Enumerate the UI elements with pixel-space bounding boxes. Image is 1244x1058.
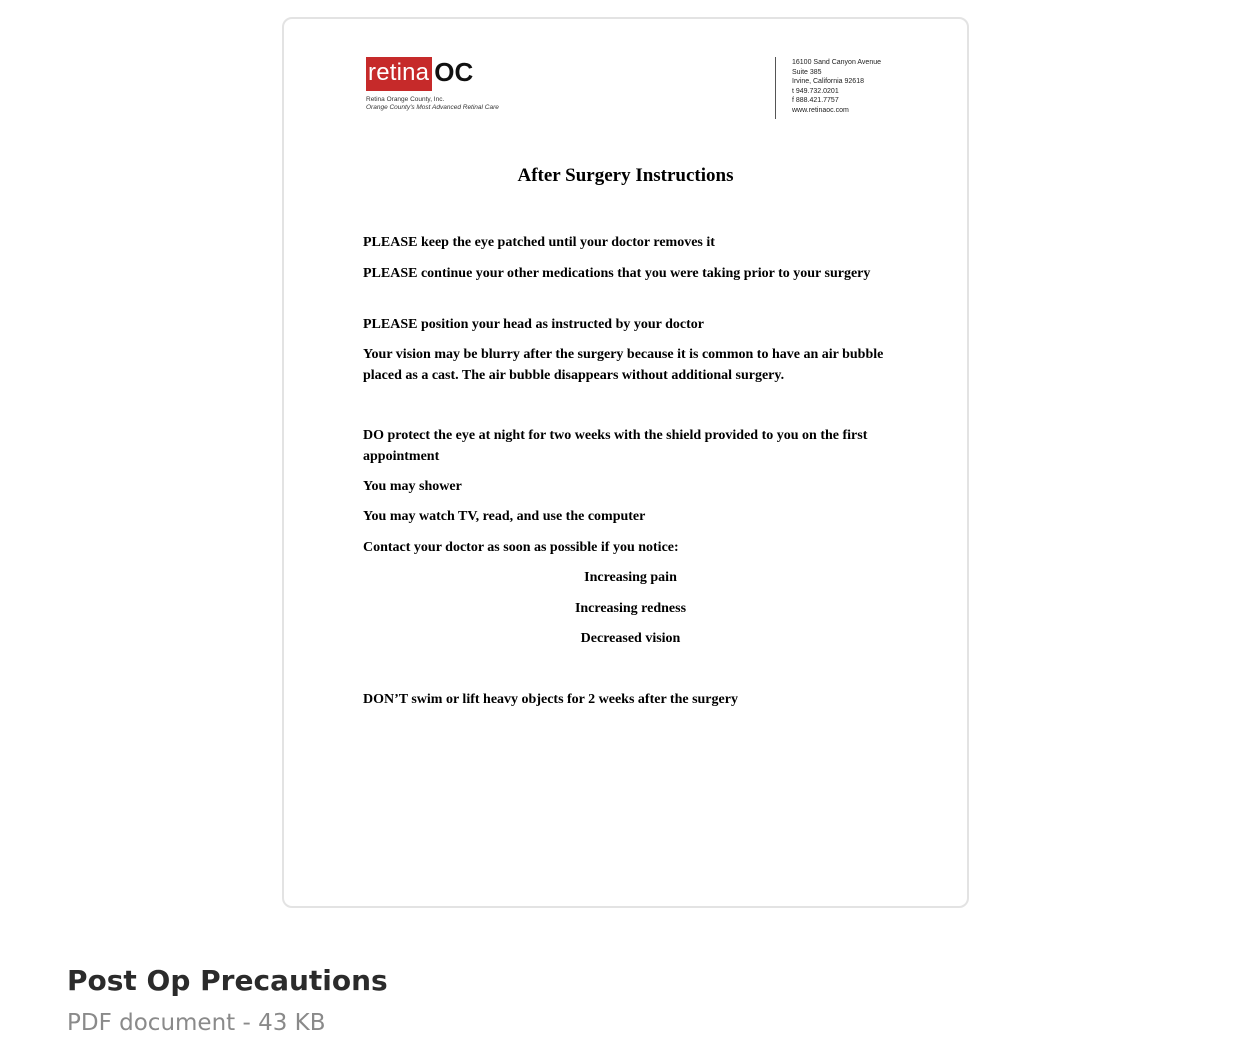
instruction-item: You may shower bbox=[363, 479, 462, 494]
logo-red-text: retina bbox=[366, 57, 432, 91]
letterhead-divider bbox=[775, 57, 776, 119]
company-tagline: Orange County's Most Advanced Retinal Care bbox=[366, 104, 499, 111]
pdf-preview-thumbnail[interactable] bbox=[282, 17, 969, 908]
instruction-item: You may watch TV, read, and use the computer bbox=[363, 509, 646, 524]
address-website: www.retinaoc.com bbox=[792, 106, 849, 114]
logo-subtitle bbox=[366, 96, 499, 112]
instruction-item: Your vision may be blurry after the surgery because it is common to have an air bubble placed as a cast. The air bubble disappears without additional surgery. bbox=[363, 347, 884, 383]
address-suite: Suite 385 bbox=[792, 68, 822, 76]
address-fax: f 888.421.7757 bbox=[792, 97, 839, 104]
letterhead-address bbox=[792, 58, 881, 115]
symptom-item: Increasing redness bbox=[574, 601, 687, 616]
file-type-size: PDF document - 43 KB bbox=[67, 1010, 326, 1036]
symptom-item: Decreased vision bbox=[580, 631, 681, 646]
retina-oc-logo bbox=[366, 57, 473, 91]
company-name: Retina Orange County, Inc. bbox=[366, 96, 445, 103]
address-phone: t 949.732.0201 bbox=[792, 87, 839, 95]
logo-black-text: OC bbox=[434, 57, 474, 87]
document-title: After Surgery Instructions bbox=[517, 165, 734, 186]
instruction-item: DON’T swim or lift heavy objects for 2 weeks after the surgery bbox=[363, 692, 738, 707]
instruction-item: PLEASE continue your other medications that you were taking prior to your surgery bbox=[363, 266, 871, 281]
instruction-item: DO protect the eye at night for two weeks with the shield provided to you on the first appointment bbox=[363, 428, 868, 464]
address-street: 16100 Sand Canyon Avenue bbox=[792, 59, 882, 66]
symptom-item: Increasing pain bbox=[584, 570, 677, 585]
instruction-item: PLEASE position your head as instructed by your doctor bbox=[363, 317, 704, 332]
address-city: Irvine, California 92618 bbox=[792, 78, 864, 85]
instruction-item: PLEASE keep the eye patched until your doctor removes it bbox=[363, 235, 715, 250]
instruction-item: Contact your doctor as soon as possible if you notice: bbox=[363, 540, 679, 555]
file-name[interactable]: Post Op Precautions bbox=[67, 964, 388, 997]
pdf-page bbox=[284, 19, 967, 906]
